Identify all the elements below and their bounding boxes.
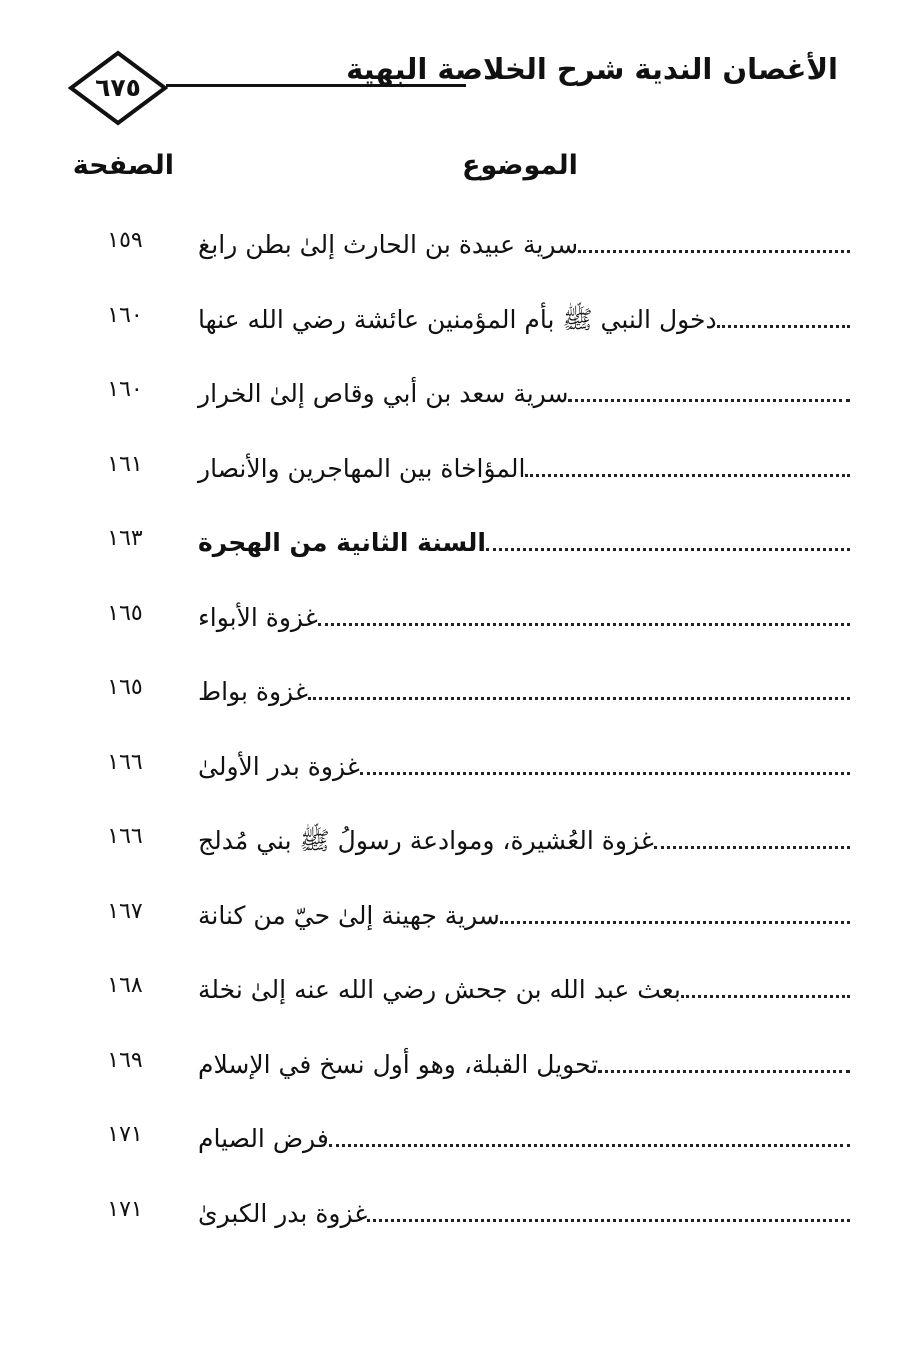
dot-leader [500,921,850,924]
dot-leader [717,325,850,328]
toc-entry-text [190,808,850,858]
toc-entry-page: ١٧١ [107,1122,143,1147]
dot-leader [681,995,850,998]
toc-entry-title: المؤاخاة بين المهاجرين والأنصار [198,453,526,483]
toc-entry [80,287,850,362]
topic-column-heading: الموضوع [462,150,578,181]
toc-entry-title: سرية جهينة إلىٰ حيّ من كنانة [198,900,500,930]
book-title: الأغصان الندية شرح الخلاصة البهية [346,52,838,86]
toc-entry-title: غزوة بواط [198,677,308,706]
dot-leader [367,1219,850,1222]
dot-leader [486,548,850,551]
page-column-heading: الصفحة [72,150,174,181]
toc-entry [80,734,850,809]
toc-entry [80,883,850,958]
page-header [68,50,838,126]
toc-entry-text [190,734,850,784]
toc-entry-page: ١٦٩ [107,1047,143,1073]
dot-leader [318,623,850,626]
toc-entry-page: ١٦٠ [107,302,143,328]
dot-leader [525,474,850,477]
toc-entry-page: ١٦٦ [107,824,143,849]
toc-entry [80,808,850,883]
toc-entry-title: تحويل القبلة، وهو أول نسخ في الإسلام [198,1049,599,1079]
toc-section-heading [80,510,850,585]
toc-entry-title: غزوة الأبواء [198,602,318,632]
toc-entry-text [190,436,850,486]
toc-entry-text [190,659,850,709]
toc-entry-page: ١٧١ [107,1196,143,1222]
toc-entry [80,957,850,1032]
toc-entry-title: سرية عبيدة بن الحارث إلىٰ بطن رابغ [198,230,579,259]
toc-entry-title: غزوة العُشيرة، وموادعة رسولُ ﷺ بني مُدلج [198,826,654,855]
dot-leader [598,1070,850,1073]
toc-entry-page: ١٦٦ [107,749,143,775]
table-of-contents [80,212,850,1255]
toc-entry-page: ١٦٨ [107,973,143,998]
toc-entry-page: ١٦٧ [107,898,143,924]
page-number: ٦٧٥ [95,73,141,102]
toc-entry-text [190,287,850,337]
dot-leader [329,1144,850,1147]
dot-leader [578,250,850,253]
toc-entry-text [190,585,850,635]
toc-entry-text [190,212,850,262]
toc-entry [80,659,850,734]
toc-entry-text [190,361,850,411]
toc-entry [80,436,850,511]
dot-leader [308,697,850,700]
toc-entry [80,1181,850,1256]
toc-entry-page: ١٥٩ [107,228,143,253]
page-number-badge [68,50,168,126]
dot-leader [360,772,850,775]
toc-entry-text [190,1181,850,1231]
toc-entry-title: دخول النبي ﷺ بأم المؤمنين عائشة رضي الله عنها [198,304,717,334]
toc-entry [80,1032,850,1107]
toc-entry-title: غزوة بدر الأولىٰ [198,751,360,781]
toc-entry [80,212,850,287]
toc-entry-title: بعث عبد الله بن جحش رضي الله عنه إلىٰ نخلة [198,975,681,1004]
toc-entry-text [190,1032,850,1082]
toc-entry-page: ١٦٥ [107,675,143,700]
toc-entry-page: ١٦٣ [107,526,143,551]
toc-entry [80,585,850,660]
toc-entry-title: فرض الصيام [198,1124,329,1153]
toc-entry-text [190,1106,850,1156]
toc-entry-page: ١٦١ [107,451,143,477]
toc-entry-page: ١٦٠ [107,377,143,402]
toc-entry [80,1106,850,1181]
toc-entry-text [190,510,850,560]
toc-entry-title: سرية سعد بن أبي وقاص إلىٰ الخرار [198,379,569,408]
dot-leader [568,399,850,402]
toc-entry [80,361,850,436]
dot-leader [654,846,850,849]
toc-entry-page: ١٦٥ [107,600,143,626]
toc-entry-text [190,957,850,1007]
toc-entry-title: السنة الثانية من الهجرة [198,528,486,557]
toc-entry-text [190,883,850,933]
toc-entry-title: غزوة بدر الكبرىٰ [198,1198,368,1228]
